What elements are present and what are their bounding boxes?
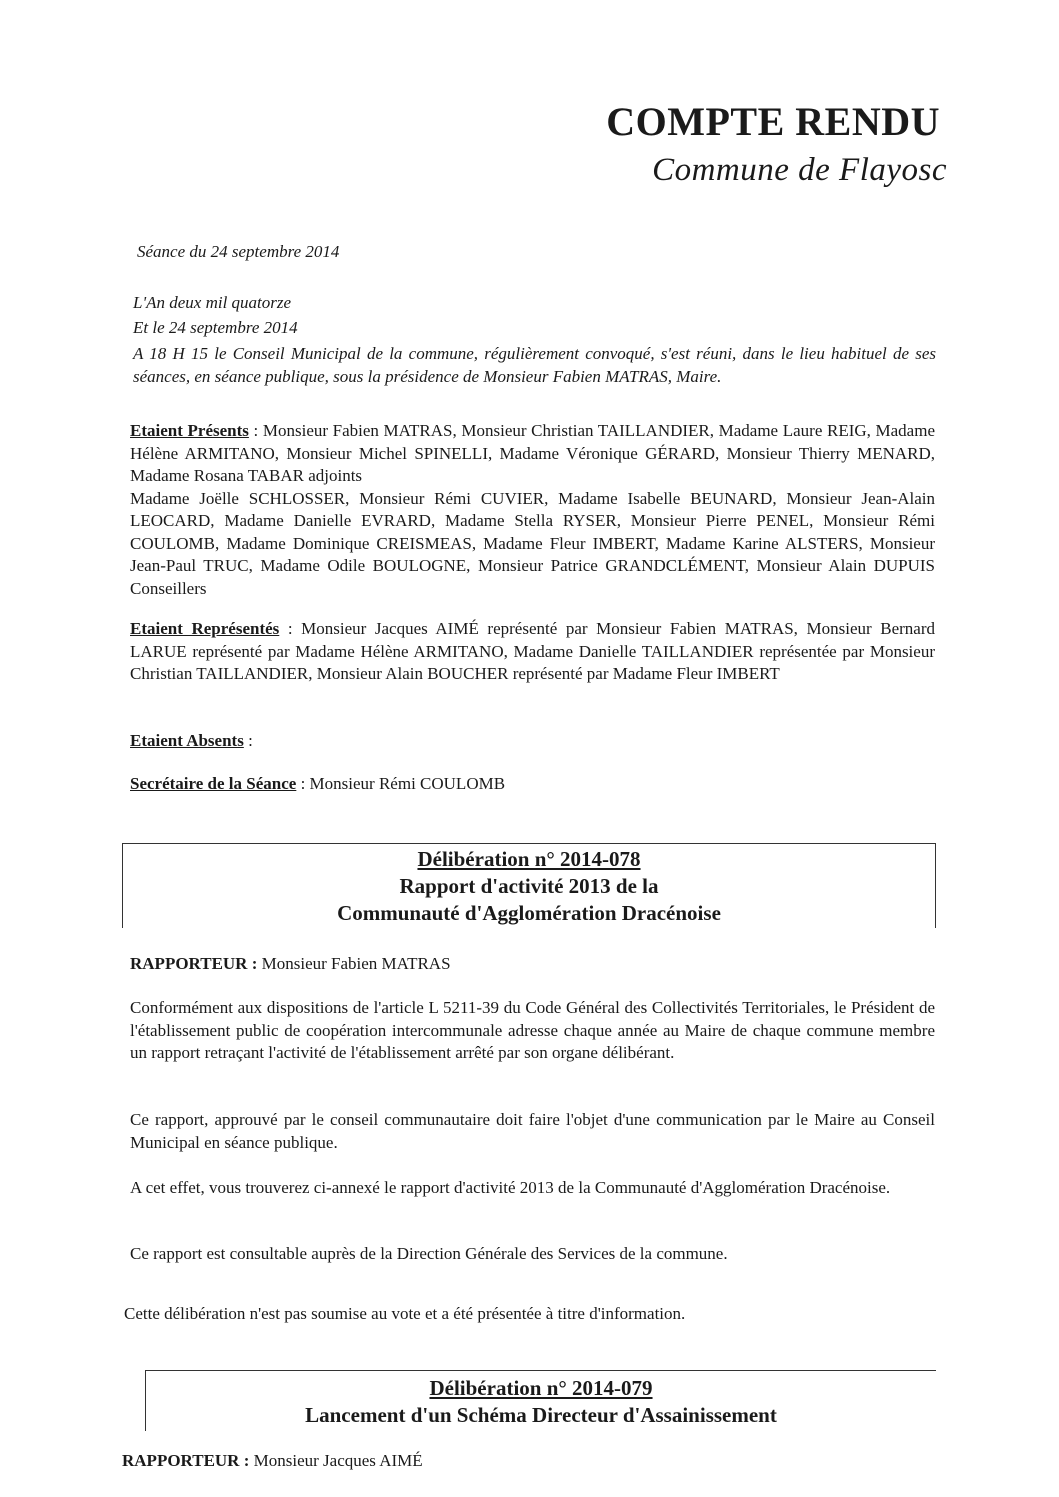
deliberation-1-title-line1: Rapport d'activité 2013 de la bbox=[399, 874, 659, 898]
secretary-section bbox=[130, 773, 935, 796]
deliberation-2-title: Lancement d'un Schéma Directeur d'Assainissement bbox=[305, 1403, 777, 1427]
rapporteur-name: Monsieur Jacques AIMÉ bbox=[249, 1451, 423, 1470]
deliberation-2-header bbox=[145, 1370, 936, 1431]
rapporteur-label: RAPPORTEUR : bbox=[122, 1451, 250, 1470]
secretary-text: : Monsieur Rémi COULOMB bbox=[296, 774, 506, 793]
deliberation-1-paragraph: Ce rapport est consultable auprès de la Direction Générale des Services de la commune. bbox=[130, 1244, 728, 1263]
absent-label: Etaient Absents bbox=[130, 731, 244, 750]
represented-text: : Monsieur Jacques AIMÉ représenté par Monsieur Fabien MATRAS, Monsieur Bernard LARUE représenté par Madame Hélène ARMITANO, Madame Danielle TAILLANDIER représentée par Monsieur Christian TAILLANDIER, Monsieur Alain BOUCHER représenté par Madame Fleur IMBERT bbox=[130, 619, 935, 683]
rapporteur-label: RAPPORTEUR : bbox=[130, 954, 258, 973]
page-title: COMPTE RENDU bbox=[606, 99, 940, 144]
deliberation-1-paragraph: Conformément aux dispositions de l'article L 5211-39 du Code Général des Collectivités Territoriales, le Président de l'établissement public de coopération intercommunale adresse chaque année au Maire de chaque commune membre un rapport retraçant l'activité de l'établissement arrêté par son organe délibérant. bbox=[130, 998, 935, 1062]
absent-section bbox=[130, 730, 935, 753]
deliberation-1-paragraph: Ce rapport, approuvé par le conseil communautaire doit faire l'objet d'une communication par le Maire au Conseil Municipal en séance publique. bbox=[130, 1110, 935, 1152]
absent-text: : bbox=[243, 731, 253, 750]
represented-label: Etaient Représentés bbox=[130, 619, 280, 638]
present-section bbox=[130, 420, 935, 600]
deliberation-1-header bbox=[122, 843, 936, 928]
represented-section bbox=[130, 618, 935, 686]
deliberation-1-title-line2: Communauté d'Agglomération Dracénoise bbox=[337, 901, 721, 925]
preamble-year: L'An deux mil quatorze bbox=[133, 293, 292, 312]
deliberation-1-rapporteur bbox=[130, 953, 935, 976]
deliberation-1-conclusion: Cette délibération n'est pas soumise au vote et a été présentée à titre d'information. bbox=[124, 1304, 686, 1323]
rapporteur-name: Monsieur Fabien MATRAS bbox=[257, 954, 451, 973]
preamble-text: A 18 H 15 le Conseil Municipal de la commune, régulièrement convoqué, s'est réuni, dans le lieu habituel de ses séances, en séance publique, sous la présidence de Monsieur Fabien MATRAS, Maire. bbox=[133, 344, 936, 386]
session-date: Séance du 24 septembre 2014 bbox=[137, 242, 340, 261]
deliberation-2-number: Délibération n° 2014-079 bbox=[429, 1376, 653, 1400]
secretary-label: Secrétaire de la Séance bbox=[130, 774, 297, 793]
present-label: Etaient Présents bbox=[130, 421, 249, 440]
deliberation-2-rapporteur bbox=[122, 1450, 927, 1473]
present-adjoints: : Monsieur Fabien MATRAS, Monsieur Christian TAILLANDIER, Madame Laure REIG, Madame Hélène ARMITANO, Monsieur Michel SPINELLI, Madame Véronique GÉRARD, Monsieur Thierry MENARD, Madame Rosana TABAR adjoints bbox=[130, 421, 935, 485]
commune-name: Commune de Flayosc bbox=[652, 152, 947, 188]
present-conseillers: Madame Joëlle SCHLOSSER, Monsieur Rémi CUVIER, Madame Isabelle BEUNARD, Monsieur Jean-Alain LEOCARD, Madame Danielle EVRARD, Madame Stella RYSER, Monsieur Pierre PENEL, Monsieur Rémi COULOMB, Madame Dominique CREISMEAS, Madame Fleur IMBERT, Madame Karine ALSTERS, Monsieur Jean-Paul TRUC, Madame Odile BOULOGNE, Monsieur Patrice GRANDCLÉMENT, Monsieur Alain DUPUIS Conseillers bbox=[130, 488, 935, 598]
preamble-date: Et le 24 septembre 2014 bbox=[133, 318, 298, 337]
deliberation-1-number: Délibération n° 2014-078 bbox=[417, 847, 641, 871]
deliberation-1-paragraph: A cet effet, vous trouverez ci-annexé le rapport d'activité 2013 de la Communauté d'Agglomération Dracénoise. bbox=[130, 1178, 891, 1197]
